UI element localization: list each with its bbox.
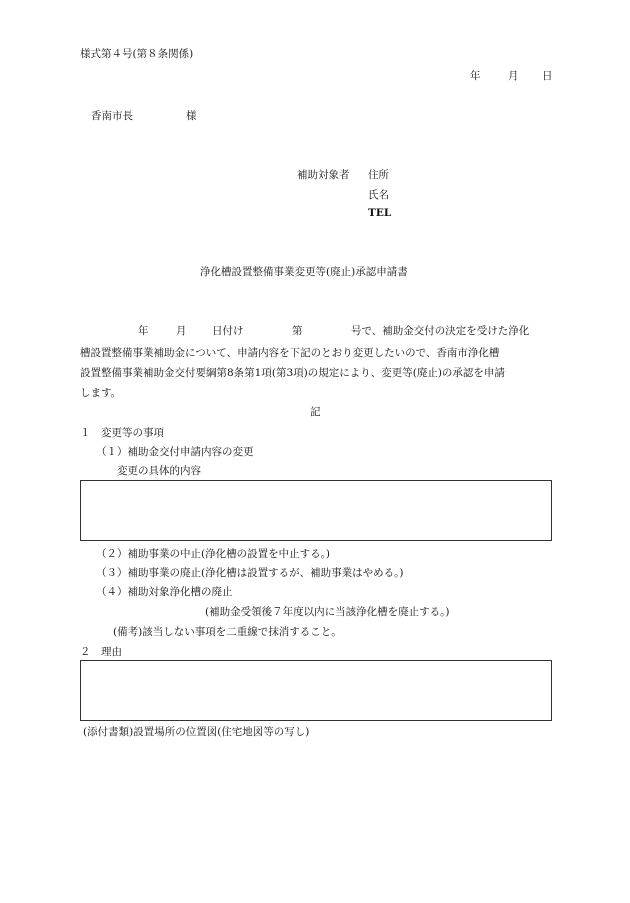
section1-item1: （１）補助金交付申請内容の変更 xyxy=(96,446,254,458)
body-line-4: します。 xyxy=(80,387,122,399)
applicant-tel-label: TEL xyxy=(368,207,392,219)
date-day: 日 xyxy=(542,70,553,82)
attachment-note: (添付書類)設置場所の位置図(住宅地図等の写し) xyxy=(83,726,310,738)
section1-item4: （４）補助対象浄化槽の廃止 xyxy=(96,586,233,598)
ki-label: 記 xyxy=(310,406,321,418)
body-paragraph xyxy=(80,343,558,403)
applicant-address-label: 住所 xyxy=(368,169,389,181)
date-year: 年 xyxy=(470,70,481,82)
addressee-honorific: 様 xyxy=(186,110,197,122)
section1-heading: １ 変更等の事項 xyxy=(80,427,164,439)
form-number: 様式第４号(第８条関係) xyxy=(80,48,194,60)
section2-heading: ２ 理由 xyxy=(80,646,122,658)
section1-item3: （３）補助事業の廃止(浄化槽は設置するが、補助事業はやめる。) xyxy=(96,567,404,579)
applicant-name-label: 氏名 xyxy=(368,189,389,201)
reason-box[interactable] xyxy=(80,660,552,721)
section1-item4-note: (補助金受領後７年度以内に当該浄化槽を廃止する。) xyxy=(205,606,450,618)
addressee-name: 香南市長 xyxy=(91,110,133,122)
body-day-suffix: 日付け xyxy=(212,325,244,337)
body-year: 年 xyxy=(138,325,149,337)
body-line1-rest: 号で、補助金交付の決定を受けた浄化 xyxy=(351,325,530,337)
body-dai: 第 xyxy=(292,325,303,337)
applicant-role-label: 補助対象者 xyxy=(297,169,350,181)
body-month: 月 xyxy=(176,325,187,337)
section1-remark: (備考)該当しない事項を二重線で抹消すること。 xyxy=(113,626,342,638)
section1-item1-sub: 変更の具体的内容 xyxy=(117,465,201,477)
section1-item2: （２）補助事業の中止(浄化槽の設置を中止する。) xyxy=(96,548,330,560)
body-line-3: 設置整備事業補助金交付要綱第8条第1項(第3項)の規定により、変更等(廃止)の承認を申請 xyxy=(80,367,505,379)
body-line-2: 槽設置整備事業補助金について、申請内容を下記のとおり変更したいので、香南市浄化槽 xyxy=(80,347,500,359)
date-month: 月 xyxy=(508,70,519,82)
change-details-box[interactable] xyxy=(80,480,552,541)
document-title: 浄化槽設置整備事業変更等(廃止)承認申請書 xyxy=(200,266,408,278)
